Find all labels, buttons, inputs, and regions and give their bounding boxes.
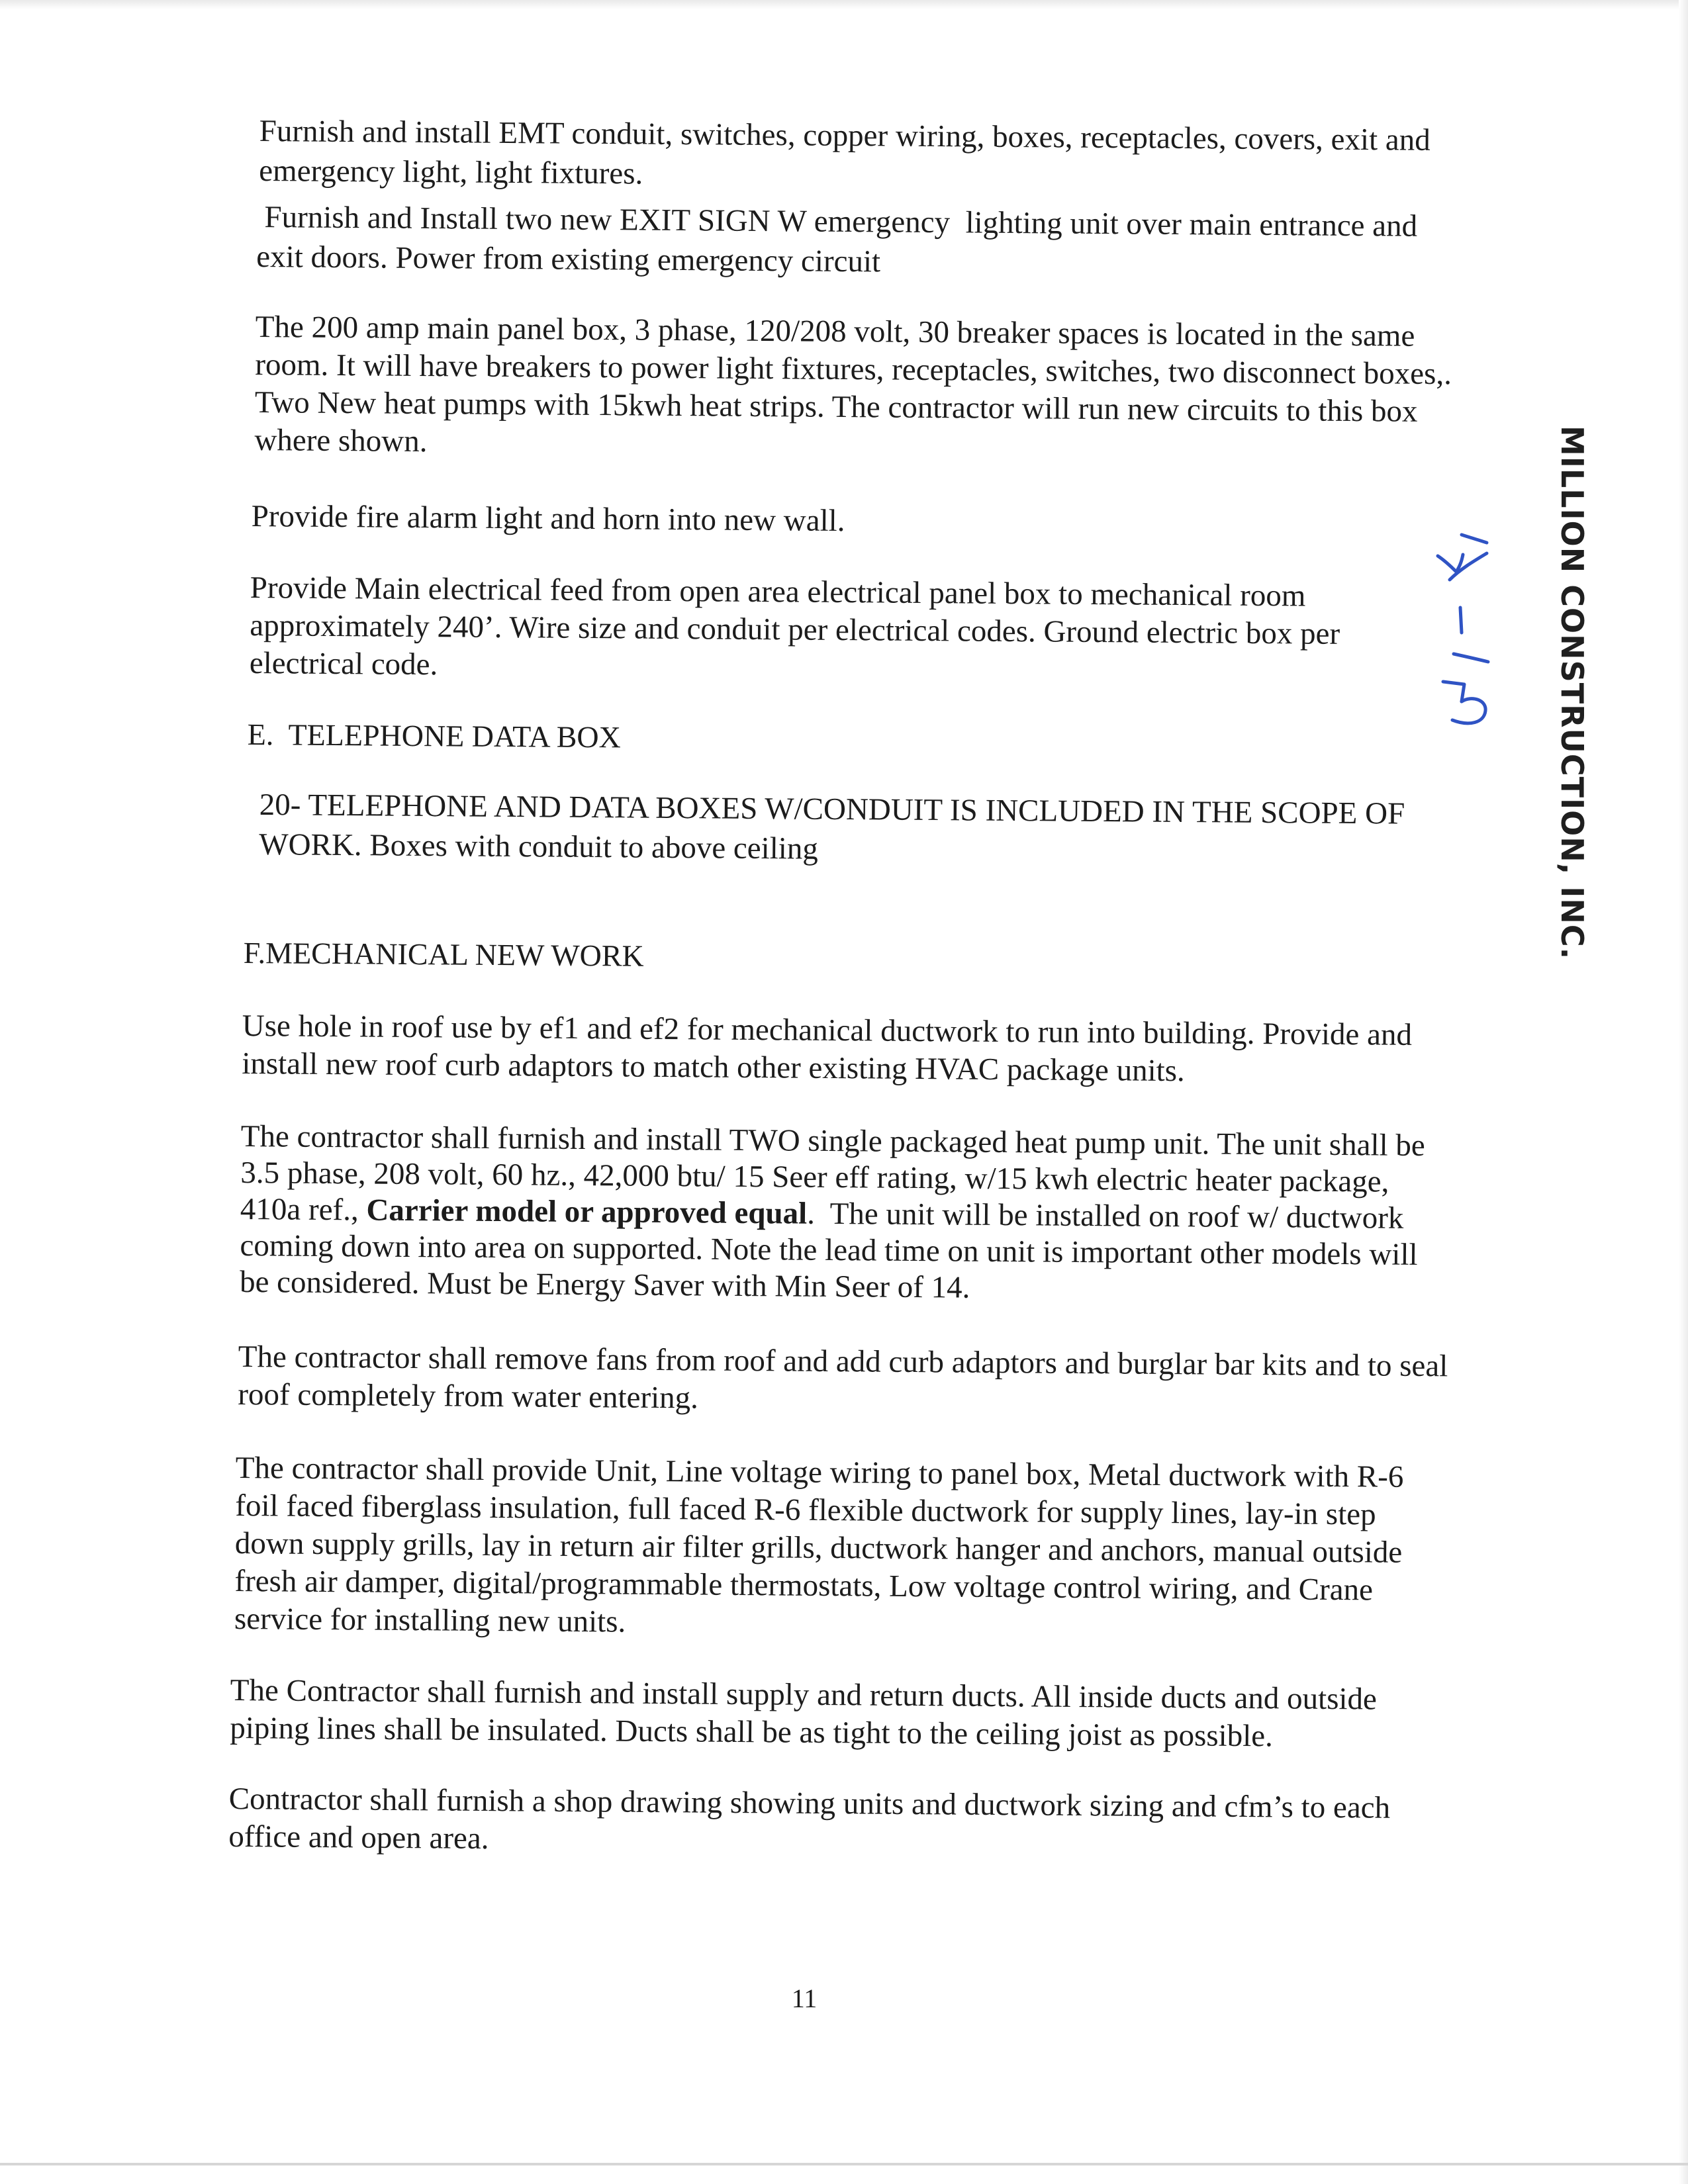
page-number: 11 xyxy=(791,1983,818,2013)
paragraph-contractor-provide-unit xyxy=(234,1449,1404,1647)
text-line: down supply grills, lay in return air filter grills, ductwork hanger and anchors, manual outside xyxy=(234,1525,1403,1570)
paragraph-telephone-data-boxes xyxy=(259,785,1405,874)
text-line: office and open area. xyxy=(228,1819,489,1856)
paragraph-fire-alarm xyxy=(252,496,845,541)
paragraph-exit-sign xyxy=(256,197,1417,286)
text-line: Contractor shall furnish a shop drawing showing units and ductwork sizing and cfm’s to each xyxy=(228,1782,1391,1825)
text-line: fresh air damper, digital/programmable thermostats, Low voltage control wiring, and Crane xyxy=(234,1563,1374,1608)
scan-edge-top xyxy=(0,0,1688,9)
paragraph-install-emt-conduit xyxy=(259,111,1430,200)
text-line: room. It will have breakers to power light fixtures, receptacles, switches, two disconnect boxes,. xyxy=(255,347,1452,392)
text-line: 3.5 phase, 208 volt, 60 hz., 42,000 btu/ 15 Seer eff rating, w/15 kwh electric heater package, xyxy=(240,1155,1389,1199)
paragraph-main-electrical-feed xyxy=(250,569,1340,691)
section-e-heading xyxy=(248,716,621,756)
text-line: service for installing new units. xyxy=(234,1601,626,1639)
company-stamp xyxy=(1423,426,1590,960)
text-line: exit doors. Power from existing emergency circuit xyxy=(256,239,881,279)
paragraph-roof-hole xyxy=(242,1007,1412,1092)
paragraph-supply-return-ducts xyxy=(230,1672,1377,1756)
scan-edge-bottom xyxy=(0,2163,1688,2165)
text-line: Provide Main electrical feed from open area electrical panel box to mechanical room xyxy=(250,570,1306,614)
text-line: foil faced fiberglass insulation, full faced R-6 flexible ductwork for supply lines, lay-in step xyxy=(235,1488,1376,1532)
bold-text-segment: Carrier model or approved equal xyxy=(366,1193,808,1231)
paragraph-shop-drawing xyxy=(228,1780,1390,1865)
section-f-heading xyxy=(244,934,644,975)
paragraph-remove-fans xyxy=(238,1338,1448,1423)
paragraph-heat-pump-unit xyxy=(240,1118,1425,1310)
scan-edge-right xyxy=(1679,0,1688,2184)
section-e-heading-text: E. TELEPHONE DATA BOX xyxy=(247,717,622,754)
text-line: The contractor shall provide Unit, Line voltage wiring to panel box, Metal ductwork with R-6 xyxy=(235,1451,1404,1494)
text-line: The Contractor shall furnish and install supply and return ducts. All inside ducts and outside xyxy=(230,1673,1378,1717)
paragraph-main-panel-box xyxy=(254,308,1452,469)
text-line: emergency light, light fixtures. xyxy=(259,153,643,191)
text-line: Use hole in roof use by ef1 and ef2 for mechanical ductwork to run into building. Provide and xyxy=(242,1008,1413,1052)
text-line: Furnish and Install two new EXIT SIGN W emergency lighting unit over main entrance and xyxy=(256,199,1418,244)
text-line: Furnish and install EMT conduit, switches, copper wiring, boxes, receptacles, covers, exit and xyxy=(259,113,1430,158)
text-segment: . The unit will be installed on roof w/ ductwork xyxy=(807,1196,1404,1236)
text-line: where shown. xyxy=(254,422,428,459)
section-f-heading-text: F.MECHANICAL NEW WORK xyxy=(243,935,644,973)
text-segment: 410a ref., xyxy=(240,1191,367,1228)
text-line: Two New heat pumps with 15kwh heat strips. The contractor will run new circuits to this box xyxy=(254,385,1418,429)
text-line: WORK. Boxes with conduit to above ceiling xyxy=(259,827,819,866)
text-line: The 200 amp main panel box, 3 phase, 120/208 volt, 30 breaker spaces is located in the same xyxy=(255,309,1415,353)
text-line: coming down into area on supported. Note the lead time on unit is important other models will xyxy=(240,1228,1418,1272)
text-line: 20- TELEPHONE AND DATA BOXES W/CONDUIT IS INCLUDED IN THE SCOPE OF xyxy=(259,787,1405,831)
text-line: install new roof curb adaptors to match other existing HVAC package units. xyxy=(242,1046,1185,1089)
text-line: electrical code. xyxy=(249,645,438,682)
text-line: be considered. Must be Energy Saver with Min Seer of 14. xyxy=(239,1264,970,1305)
text-line: The contractor shall remove fans from roof and add curb adaptors and burglar bar kits and to seal xyxy=(238,1339,1448,1384)
text-line: The contractor shall furnish and install TWO single packaged heat pump unit. The unit shall be xyxy=(240,1119,1425,1163)
text-line: piping lines shall be insulated. Ducts shall be as tight to the ceiling joist as possible. xyxy=(230,1710,1274,1754)
stamp-company-name: MILLION CONSTRUCTION, INC. xyxy=(1554,426,1590,960)
handwritten-note-14-15 xyxy=(1423,469,1496,747)
text-line: approximately 240’. Wire size and conduit per electrical codes. Ground electric box per xyxy=(250,608,1340,651)
text-line: Provide fire alarm light and horn into new wall. xyxy=(251,498,845,539)
text-line: roof completely from water entering. xyxy=(238,1377,699,1416)
